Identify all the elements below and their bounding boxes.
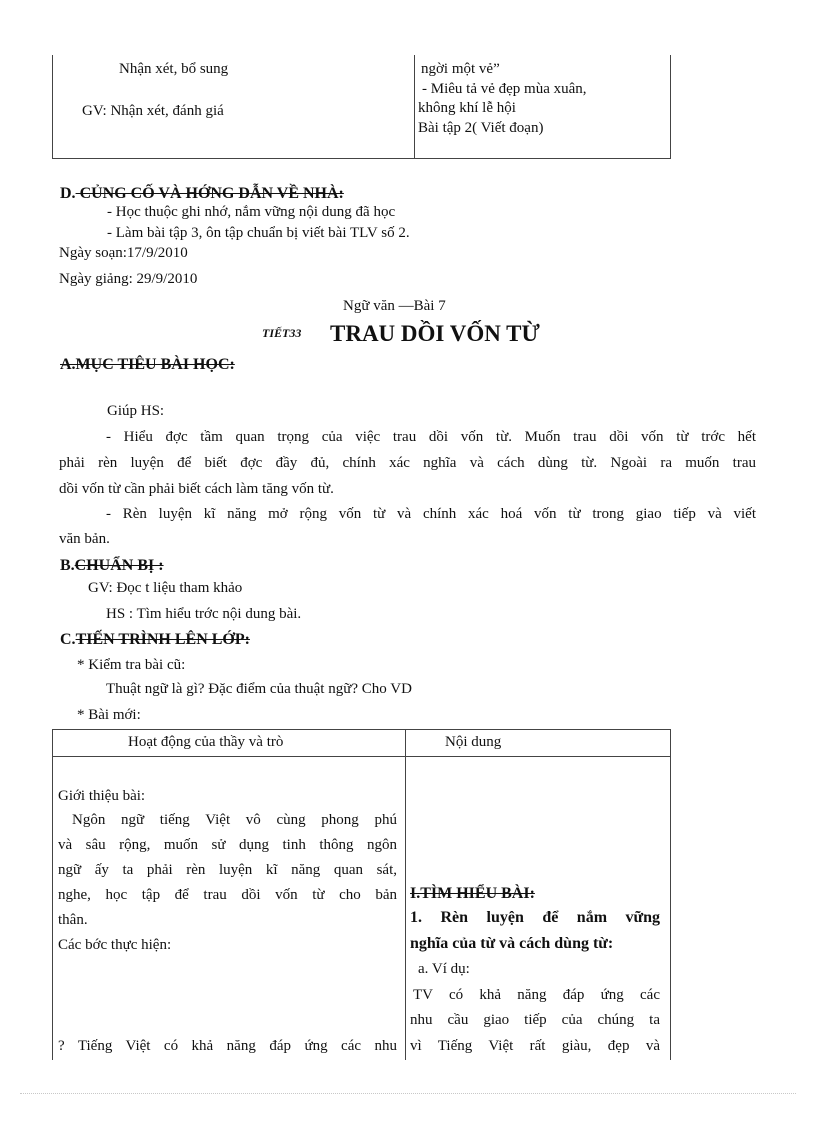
- page-footer-rule: [20, 1093, 796, 1094]
- main-table-header-left: Hoạt động của thầy và trò: [128, 734, 284, 750]
- main-table-divider: [405, 730, 406, 1060]
- main-table-header-rule: [53, 756, 670, 757]
- section-b-prefix: B.: [60, 557, 75, 574]
- main-table-left-para-line-3: ngữ ấy ta phải rèn luyện kĩ năng quan sát,: [58, 862, 397, 878]
- main-table-header-right: Nội dung: [445, 734, 502, 750]
- section-b-heading: [60, 556, 164, 576]
- section-a-heading: A.MỤC TIÊU BÀI HỌC:: [60, 356, 235, 373]
- section-d-title: CỦNG CỐ VÀ HỚNG DẪN VỀ NHÀ:: [75, 185, 344, 202]
- main-table-left-steps: Các bớc thực hiện:: [58, 937, 172, 953]
- section-a-para1-line-2: phải rèn luyện để biết đợc đầy đủ, chính xác nghĩa và cách dùng từ. Ngoài ra muốn trau: [59, 455, 756, 471]
- lesson-period: TIẾT33: [262, 326, 302, 340]
- section-a-intro: Giúp HS:: [107, 403, 165, 419]
- top-table-right-line-3: không khí lễ hội: [418, 100, 516, 116]
- main-table-right-sub-line-1: 1. Rèn luyện để nắm vững: [410, 909, 660, 926]
- section-c-kiem-tra: * Kiểm tra bài cũ:: [77, 657, 186, 673]
- top-table-right-line-2: - Miêu tả vẻ đẹp mùa xuân,: [422, 81, 587, 97]
- main-table-left-para-line-1: Ngôn ngữ tiếng Việt vô cùng phong phú: [72, 812, 397, 828]
- main-table-right-sub-line-2: nghĩa của từ và cách dùng từ:: [410, 935, 614, 952]
- section-c-bai-moi: * Bài mới:: [77, 707, 141, 723]
- section-a-para2-line-2: văn bản.: [59, 531, 110, 547]
- section-d-item-1: - Học thuộc ghi nhớ, nắm vững nội dung đã học: [107, 204, 396, 220]
- main-table-right-heading: I.TÌM HIỂU BÀI:: [410, 885, 535, 902]
- top-table-divider: [414, 55, 415, 158]
- section-d-prefix: D.: [60, 185, 76, 202]
- section-d-item-2: - Làm bài tập 3, ôn tập chuẩn bị viết bài TLV số 2.: [107, 225, 410, 241]
- main-table-left-para-line-5: thân.: [58, 912, 88, 928]
- section-c-title: TIẾN TRÌNH LÊN LỚP:: [75, 631, 250, 648]
- section-b-hs: HS : Tìm hiểu trớc nội dung bài.: [106, 606, 302, 622]
- section-c-heading: [60, 630, 250, 650]
- main-table-left-para-line-4: nghe, học tập để trau dồi vốn từ cho bản: [58, 887, 397, 903]
- section-c-question: Thuật ngữ là gì? Đặc điểm của thuật ngữ? Cho VD: [106, 681, 412, 697]
- main-table-left-intro: Giới thiệu bài:: [58, 788, 146, 804]
- section-a-para1-line-3: dồi vốn từ cần phải biết cách làm tăng vốn từ.: [59, 481, 334, 497]
- main-table-right-example: a. Ví dụ:: [418, 961, 470, 977]
- section-c-prefix: C.: [60, 631, 76, 648]
- lesson-title: TRAU DỒI VỐN TỪ: [330, 321, 540, 346]
- top-table-left-line-2: GV: Nhận xét, đánh giá: [82, 103, 224, 119]
- main-table-right-text-line-2: nhu cầu giao tiếp của chúng ta: [410, 1012, 660, 1028]
- section-b-gv: GV: Đọc t liệu tham khảo: [88, 580, 243, 596]
- section-a-para2-line-1: - Rèn luyện kĩ năng mở rộng vốn từ và chính xác hoá vốn từ trong giao tiếp và viết: [106, 506, 756, 522]
- lesson-subject: Ngữ văn —Bài 7: [343, 298, 446, 314]
- main-table-left-para-line-2: và sâu rộng, muốn sử dụng tinh thông ngôn: [58, 837, 397, 853]
- section-a-para1-line-1: - Hiểu đợc tầm quan trọng của việc trau dồi vốn từ. Muốn trau dồi vốn từ trớc hết: [106, 429, 756, 445]
- section-d-heading: [60, 184, 344, 204]
- main-table-right-text-line-3: vì Tiếng Việt rất giàu, đẹp và: [410, 1038, 660, 1054]
- date-soan: Ngày soạn:17/9/2010: [59, 245, 188, 261]
- main-table-right-text-line-1: TV có khả năng đáp ứng các: [413, 987, 660, 1003]
- section-b-title: CHUẨN BỊ :: [74, 557, 164, 574]
- top-table-right-line-1: ngời một vẻ”: [421, 61, 500, 77]
- top-table-right-line-4: Bài tập 2( Viết đoạn): [418, 120, 544, 136]
- date-giang: Ngày giảng: 29/9/2010: [59, 271, 198, 287]
- top-table-left-line-1: Nhận xét, bổ sung: [119, 61, 229, 77]
- main-table-left-question: ? Tiếng Việt có khả năng đáp ứng các nhu: [58, 1038, 397, 1054]
